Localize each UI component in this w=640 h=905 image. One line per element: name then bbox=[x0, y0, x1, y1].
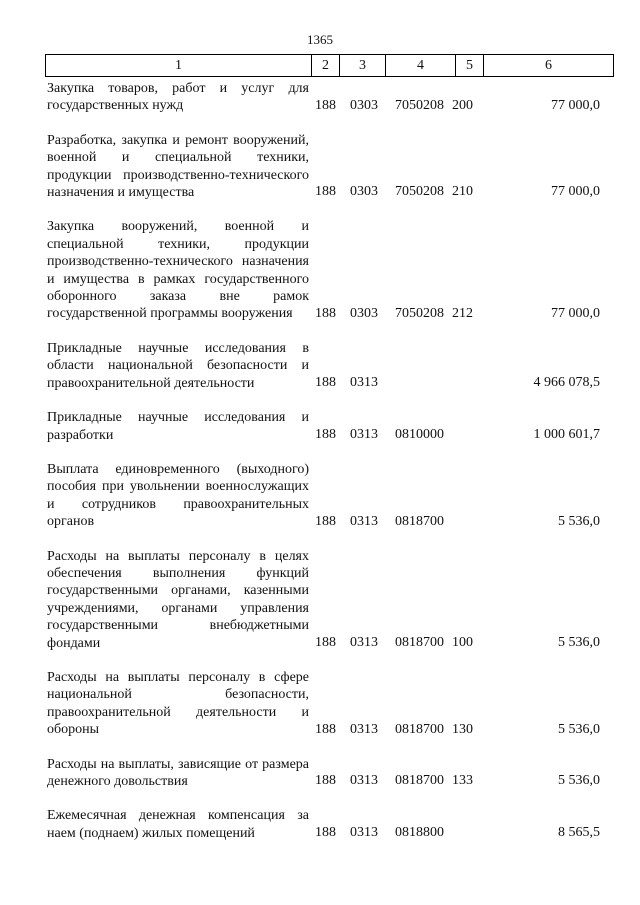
row-col-4: 0818700 bbox=[395, 634, 444, 650]
table-row bbox=[47, 132, 600, 202]
row-col-6: 77 000,0 bbox=[551, 184, 600, 200]
row-values bbox=[47, 513, 600, 531]
row-values bbox=[47, 426, 600, 444]
row-description: Расходы на выплаты, зависящие от размера денежного довольствия bbox=[47, 756, 309, 789]
table-row bbox=[47, 340, 600, 392]
row-col-6: 77 000,0 bbox=[551, 97, 600, 113]
header-col-3: 3 bbox=[340, 55, 386, 76]
row-col-6: 8 565,5 bbox=[558, 825, 600, 841]
header-col-2: 2 bbox=[312, 55, 340, 76]
row-col-2: 188 bbox=[315, 721, 336, 737]
row-col-6: 77 000,0 bbox=[551, 305, 600, 321]
row-col-3: 0313 bbox=[350, 773, 378, 789]
row-description: Ежемесячная денежная компенсация за наем (поднаем) жилых помещений bbox=[47, 808, 309, 841]
table-row bbox=[47, 756, 600, 791]
row-col-6: 4 966 078,5 bbox=[533, 375, 600, 391]
table-header bbox=[45, 54, 614, 77]
row-values bbox=[47, 97, 600, 115]
row-col-3: 0303 bbox=[350, 184, 378, 200]
row-col-4: 7050208 bbox=[395, 184, 444, 200]
row-col-4: 0818700 bbox=[395, 721, 444, 737]
row-col-6: 5 536,0 bbox=[558, 634, 600, 650]
row-col-2: 188 bbox=[315, 825, 336, 841]
row-col-4: 7050208 bbox=[395, 305, 444, 321]
row-col-2: 188 bbox=[315, 634, 336, 650]
row-col-2: 188 bbox=[315, 97, 336, 113]
row-col-5: 210 bbox=[452, 184, 473, 200]
table-row bbox=[47, 461, 600, 531]
row-col-3: 0313 bbox=[350, 634, 378, 650]
row-description: Прикладные научные исследования и разработки bbox=[47, 410, 309, 443]
table-row bbox=[47, 409, 600, 444]
table-row bbox=[47, 80, 600, 115]
row-description: Расходы на выплаты персоналу в сфере национальной безопасности, правоохранительной деятельности и обороны bbox=[47, 669, 309, 738]
table-row bbox=[47, 548, 600, 652]
row-description: Расходы на выплаты персоналу в целях обеспечения выполнения функций государственными органами, казенными учреждениями, органами управления государственными внебюджетными фондами bbox=[47, 548, 309, 651]
row-values bbox=[47, 721, 600, 739]
row-col-2: 188 bbox=[315, 426, 336, 442]
header-col-1: 1 bbox=[46, 55, 312, 76]
row-values bbox=[47, 824, 600, 842]
row-description: Прикладные научные исследования в области национальной безопасности и правоохранительной деятельности bbox=[47, 340, 309, 391]
row-col-3: 0313 bbox=[350, 721, 378, 737]
row-col-5: 200 bbox=[452, 97, 473, 113]
table-row bbox=[47, 669, 600, 739]
row-col-2: 188 bbox=[315, 513, 336, 529]
row-description: Выплата единовременного (выходного) пособия при увольнении военнослужащих и сотрудников правоохранительных органов bbox=[47, 461, 309, 530]
row-col-2: 188 bbox=[315, 184, 336, 200]
row-col-3: 0313 bbox=[350, 375, 378, 391]
budget-table-body bbox=[47, 80, 600, 859]
page-number: 1365 bbox=[307, 32, 333, 47]
row-description: Закупка товаров, работ и услуг для государственных нужд bbox=[47, 81, 309, 114]
row-description: Закупка вооружений, военной и специальной техники, продукции производственно-технического назначения и имущества в рамках государственного оборонного заказа вне рамок государственной программы вооружения bbox=[47, 219, 309, 322]
row-values bbox=[47, 634, 600, 652]
row-col-5: 130 bbox=[452, 721, 473, 737]
table-row bbox=[47, 218, 600, 322]
row-values bbox=[47, 374, 600, 392]
row-col-2: 188 bbox=[315, 773, 336, 789]
row-col-2: 188 bbox=[315, 305, 336, 321]
row-col-2: 188 bbox=[315, 375, 336, 391]
row-values bbox=[47, 772, 600, 790]
row-col-4: 0818800 bbox=[395, 825, 444, 841]
row-col-3: 0303 bbox=[350, 305, 378, 321]
row-col-5: 212 bbox=[452, 305, 473, 321]
row-col-3: 0313 bbox=[350, 426, 378, 442]
row-col-4: 0818700 bbox=[395, 513, 444, 529]
table-row bbox=[47, 807, 600, 842]
row-values bbox=[47, 305, 600, 323]
row-values bbox=[47, 183, 600, 201]
row-col-5: 100 bbox=[452, 634, 473, 650]
row-col-4: 7050208 bbox=[395, 97, 444, 113]
header-col-6: 6 bbox=[545, 58, 552, 73]
row-col-3: 0303 bbox=[350, 97, 378, 113]
row-col-6: 1 000 601,7 bbox=[533, 426, 600, 442]
row-col-4: 0810000 bbox=[395, 426, 444, 442]
row-col-5: 133 bbox=[452, 773, 473, 789]
row-description: Разработка, закупка и ремонт вооружений, военной и специальной техники, продукции производственно-технического назначения и имущества bbox=[47, 132, 309, 201]
row-col-4: 0818700 bbox=[395, 773, 444, 789]
header-col-5: 5 bbox=[456, 55, 484, 76]
row-col-6: 5 536,0 bbox=[558, 721, 600, 737]
row-col-6: 5 536,0 bbox=[558, 513, 600, 529]
row-col-6: 5 536,0 bbox=[558, 773, 600, 789]
row-col-3: 0313 bbox=[350, 513, 378, 529]
header-col-4: 4 bbox=[386, 55, 456, 76]
row-col-3: 0313 bbox=[350, 825, 378, 841]
